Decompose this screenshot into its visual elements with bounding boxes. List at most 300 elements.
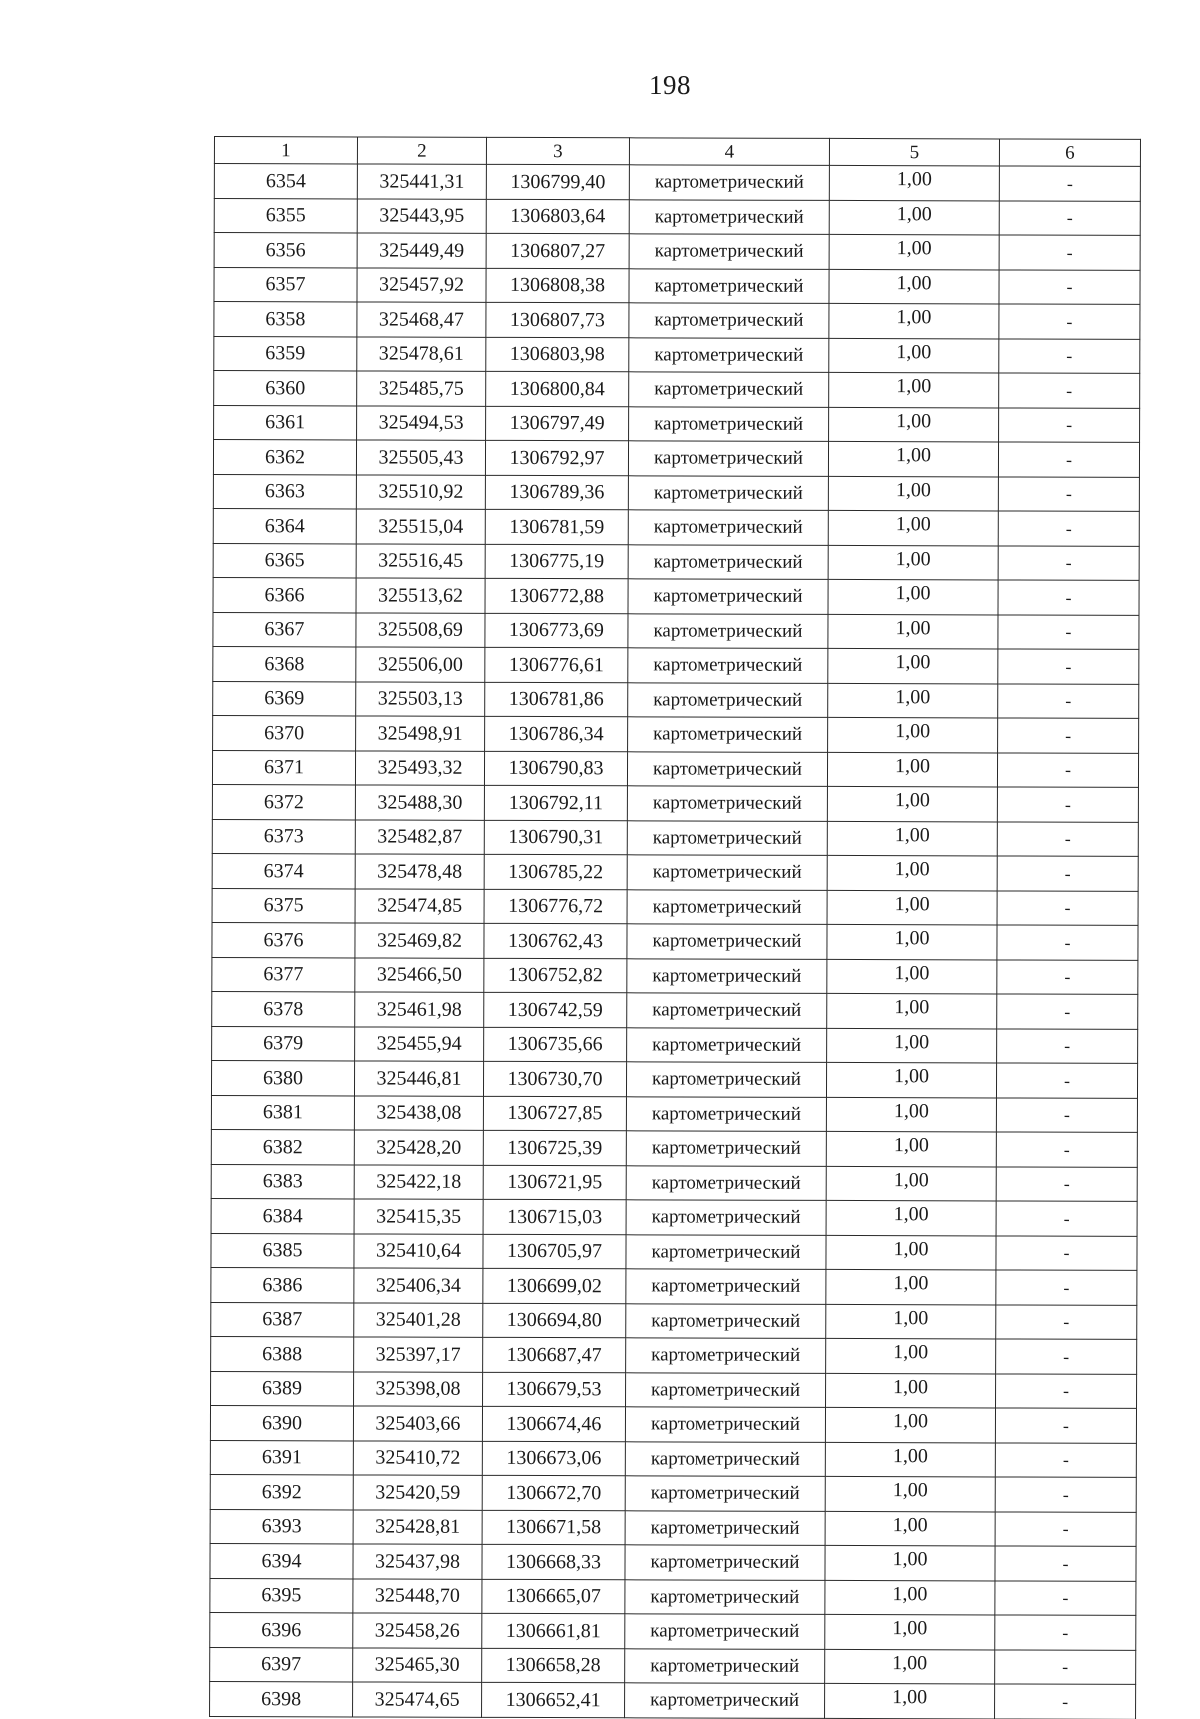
table-row [213,508,1139,545]
note-cell: - [996,1166,1137,1201]
y-coordinate-cell: 1306803,64 [486,199,629,234]
table-row [214,233,1140,270]
table-row [210,1543,1136,1580]
table-row [212,957,1138,994]
y-coordinate-cell: 1306661,81 [482,1613,625,1648]
note-cell: - [997,925,1138,960]
point-number-cell: 6372 [212,784,355,819]
point-number-cell: 6394 [210,1543,353,1578]
x-coordinate-cell: 325443,95 [357,198,486,233]
y-coordinate-cell: 1306792,97 [485,440,628,475]
accuracy-cell: 1,00 [825,1649,995,1684]
note-cell: - [995,1477,1136,1512]
point-number-cell: 6395 [210,1578,353,1613]
method-cell: картометрический [626,1165,826,1200]
x-coordinate-cell: 325457,92 [357,267,486,302]
table-row [211,1095,1137,1132]
table-row [213,440,1139,477]
accuracy-cell: 1,00 [828,614,998,649]
x-coordinate-cell: 325428,81 [353,1509,482,1544]
table-row [214,371,1140,408]
note-cell: - [996,1304,1137,1339]
point-number-cell: 6389 [211,1371,354,1406]
accuracy-cell: 1,00 [826,1097,996,1132]
x-coordinate-cell: 325406,34 [354,1268,483,1303]
accuracy-cell: 1,00 [827,821,997,856]
table-row [210,1440,1136,1477]
y-coordinate-cell: 1306652,41 [482,1682,625,1717]
accuracy-cell: 1,00 [827,855,997,890]
point-number-cell: 6363 [213,474,356,509]
x-coordinate-cell: 325420,59 [353,1475,482,1510]
point-number-cell: 6370 [213,715,356,750]
note-cell: - [999,338,1140,373]
x-coordinate-cell: 325516,45 [356,543,485,578]
x-coordinate-cell: 325478,61 [357,336,486,371]
method-cell: картометрический [629,234,829,269]
note-cell: - [996,1235,1137,1270]
accuracy-cell: 1,00 [829,303,999,338]
note-cell: - [996,1373,1137,1408]
point-number-cell: 6374 [212,853,355,888]
note-cell: - [995,1580,1136,1615]
x-coordinate-cell: 325398,08 [354,1371,483,1406]
header-col-1: 1 [214,137,357,164]
accuracy-cell: 1,00 [826,1269,996,1304]
y-coordinate-cell: 1306803,98 [486,337,629,372]
accuracy-cell: 1,00 [827,959,997,994]
accuracy-cell: 1,00 [825,1442,995,1477]
accuracy-cell: 1,00 [829,407,999,442]
accuracy-cell: 1,00 [825,1683,995,1718]
x-coordinate-cell: 325474,85 [355,888,484,923]
method-cell: картометрический [627,958,827,993]
y-coordinate-cell: 1306730,70 [483,1061,626,1096]
note-cell: - [996,1063,1137,1098]
note-cell: - [997,959,1138,994]
y-coordinate-cell: 1306797,49 [486,406,629,441]
note-cell: - [995,1649,1136,1684]
method-cell: картометрический [626,1234,826,1269]
method-cell: картометрический [625,1683,825,1718]
note-cell: - [995,1442,1136,1477]
x-coordinate-cell: 325498,91 [356,716,485,751]
x-coordinate-cell: 325488,30 [355,785,484,820]
point-number-cell: 6398 [210,1681,353,1716]
note-cell: - [998,718,1139,753]
method-cell: картометрический [626,1200,826,1235]
x-coordinate-cell: 325410,72 [353,1440,482,1475]
header-col-6: 6 [999,139,1140,166]
y-coordinate-cell: 1306658,28 [482,1648,625,1683]
table-row [212,922,1138,959]
point-number-cell: 6354 [214,164,357,199]
x-coordinate-cell: 325437,98 [353,1544,482,1579]
method-cell: картометрический [627,924,827,959]
method-cell: картометрический [625,1441,825,1476]
point-number-cell: 6381 [211,1095,354,1130]
accuracy-cell: 1,00 [825,1545,995,1580]
y-coordinate-cell: 1306807,27 [486,233,629,268]
method-cell: картометрический [628,613,828,648]
point-number-cell: 6390 [210,1405,353,1440]
x-coordinate-cell: 325468,47 [357,302,486,337]
table-row [214,336,1140,373]
y-coordinate-cell: 1306776,61 [485,647,628,682]
table-row [211,1164,1137,1201]
note-cell: - [998,442,1139,477]
method-cell: картометрический [629,337,829,372]
accuracy-cell: 1,00 [828,441,998,476]
note-cell: - [997,994,1138,1029]
note-cell: - [998,580,1139,615]
y-coordinate-cell: 1306781,86 [485,682,628,717]
table-body [210,164,1141,1719]
table-row [210,1474,1136,1511]
x-coordinate-cell: 325458,26 [353,1613,482,1648]
x-coordinate-cell: 325441,31 [357,164,486,199]
accuracy-cell: 1,00 [829,338,999,373]
x-coordinate-cell: 325485,75 [357,371,486,406]
y-coordinate-cell: 1306679,53 [483,1372,626,1407]
y-coordinate-cell: 1306781,59 [485,509,628,544]
note-cell: - [998,476,1139,511]
header-col-4: 4 [629,138,829,166]
y-coordinate-cell: 1306735,66 [484,1027,627,1062]
point-number-cell: 6375 [212,888,355,923]
y-coordinate-cell: 1306786,34 [485,716,628,751]
point-number-cell: 6369 [213,681,356,716]
method-cell: картометрический [628,475,828,510]
y-coordinate-cell: 1306694,80 [483,1303,626,1338]
table-row [214,164,1140,201]
table-row [214,267,1140,304]
note-cell: - [996,1132,1137,1167]
table-row [213,577,1139,614]
note-cell: - [997,1028,1138,1063]
point-number-cell: 6357 [214,267,357,302]
x-coordinate-cell: 325438,08 [354,1095,483,1130]
note-cell: - [998,545,1139,580]
method-cell: картометрический [627,786,827,821]
table-row [212,888,1138,925]
note-cell: - [995,1511,1136,1546]
accuracy-cell: 1,00 [826,1062,996,1097]
method-cell: картометрический [628,510,828,545]
method-cell: картометрический [628,441,828,476]
method-cell: картометрический [629,199,829,234]
x-coordinate-cell: 325401,28 [354,1302,483,1337]
table-row [210,1509,1136,1546]
method-cell: картометрический [625,1476,825,1511]
x-coordinate-cell: 325410,64 [354,1233,483,1268]
table-row [213,543,1139,580]
x-coordinate-cell: 325428,20 [354,1130,483,1165]
method-cell: картометрический [627,855,827,890]
method-cell: картометрический [625,1407,825,1442]
y-coordinate-cell: 1306790,83 [484,751,627,786]
y-coordinate-cell: 1306665,07 [482,1579,625,1614]
table-row [213,612,1139,649]
x-coordinate-cell: 325397,17 [354,1337,483,1372]
method-cell: картометрический [626,1062,826,1097]
method-cell: картометрический [628,648,828,683]
point-number-cell: 6360 [214,371,357,406]
table-row [213,681,1139,718]
header-row [214,137,1140,167]
method-cell: картометрический [627,820,827,855]
point-number-cell: 6387 [211,1302,354,1337]
method-cell: картометрический [625,1510,825,1545]
note-cell: - [996,1270,1137,1305]
note-cell: - [999,235,1140,270]
table-row [212,784,1138,821]
x-coordinate-cell: 325494,53 [357,405,486,440]
table-row [214,198,1140,235]
y-coordinate-cell: 1306699,02 [483,1268,626,1303]
coordinates-table [209,136,1141,1719]
x-coordinate-cell: 325403,66 [353,1406,482,1441]
point-number-cell: 6388 [211,1336,354,1371]
accuracy-cell: 1,00 [825,1511,995,1546]
method-cell: картометрический [628,682,828,717]
table-row [213,646,1139,683]
point-number-cell: 6376 [212,922,355,957]
accuracy-cell: 1,00 [828,648,998,683]
point-number-cell: 6365 [213,543,356,578]
y-coordinate-cell: 1306672,70 [482,1475,625,1510]
y-coordinate-cell: 1306808,38 [486,268,629,303]
table-row [210,1681,1136,1718]
accuracy-cell: 1,00 [827,924,997,959]
point-number-cell: 6378 [212,991,355,1026]
accuracy-cell: 1,00 [829,165,999,200]
accuracy-cell: 1,00 [828,510,998,545]
note-cell: - [998,614,1139,649]
method-cell: картометрический [626,1131,826,1166]
method-cell: картометрический [629,165,829,200]
point-number-cell: 6391 [210,1440,353,1475]
y-coordinate-cell: 1306705,97 [483,1234,626,1269]
accuracy-cell: 1,00 [826,1166,996,1201]
y-coordinate-cell: 1306762,43 [484,923,627,958]
accuracy-cell: 1,00 [828,683,998,718]
method-cell: картометрический [625,1614,825,1649]
method-cell: картометрический [626,1338,826,1373]
table-row [214,405,1140,442]
x-coordinate-cell: 325461,98 [355,992,484,1027]
y-coordinate-cell: 1306773,69 [485,613,628,648]
x-coordinate-cell: 325503,13 [356,681,485,716]
note-cell: - [998,649,1139,684]
method-cell: картометрический [625,1579,825,1614]
point-number-cell: 6392 [210,1474,353,1509]
table-row [212,853,1138,890]
accuracy-cell: 1,00 [828,717,998,752]
point-number-cell: 6380 [211,1060,354,1095]
table-row [210,1612,1136,1649]
page-number: 198 [649,70,691,100]
point-number-cell: 6358 [214,302,357,337]
method-cell: картометрический [626,1303,826,1338]
accuracy-cell: 1,00 [828,579,998,614]
method-cell: картометрический [629,372,829,407]
y-coordinate-cell: 1306789,36 [485,475,628,510]
table-row [210,1647,1136,1684]
accuracy-cell: 1,00 [825,1614,995,1649]
accuracy-cell: 1,00 [825,1407,995,1442]
y-coordinate-cell: 1306725,39 [483,1130,626,1165]
point-number-cell: 6397 [210,1647,353,1682]
accuracy-cell: 1,00 [826,1131,996,1166]
header-col-2: 2 [357,137,486,164]
note-cell: - [996,1339,1137,1374]
x-coordinate-cell: 325415,35 [354,1199,483,1234]
method-cell: картометрический [629,268,829,303]
note-cell: - [999,200,1140,235]
y-coordinate-cell: 1306776,72 [484,889,627,924]
y-coordinate-cell: 1306800,84 [486,371,629,406]
method-cell: картометрический [629,406,829,441]
table-row [211,1198,1137,1235]
table-row [211,1302,1137,1339]
y-coordinate-cell: 1306775,19 [485,544,628,579]
note-cell: - [999,407,1140,442]
point-number-cell: 6355 [214,198,357,233]
x-coordinate-cell: 325510,92 [356,474,485,509]
point-number-cell: 6379 [212,1026,355,1061]
accuracy-cell: 1,00 [827,752,997,787]
accuracy-cell: 1,00 [827,1028,997,1063]
y-coordinate-cell: 1306721,95 [483,1165,626,1200]
point-number-cell: 6359 [214,336,357,371]
point-number-cell: 6382 [211,1129,354,1164]
x-coordinate-cell: 325465,30 [353,1647,482,1682]
table-row [211,1371,1137,1408]
accuracy-cell: 1,00 [829,234,999,269]
y-coordinate-cell: 1306792,11 [484,785,627,820]
point-number-cell: 6386 [211,1267,354,1302]
point-number-cell: 6364 [213,508,356,543]
table-row [212,819,1138,856]
table-row [210,1405,1136,1442]
table-row [213,715,1139,752]
y-coordinate-cell: 1306673,06 [482,1441,625,1476]
x-coordinate-cell: 325478,48 [355,854,484,889]
method-cell: картометрический [627,1027,827,1062]
y-coordinate-cell: 1306742,59 [484,992,627,1027]
method-cell: картометрический [626,1096,826,1131]
accuracy-cell: 1,00 [827,890,997,925]
table-row [212,1026,1138,1063]
point-number-cell: 6362 [213,440,356,475]
accuracy-cell: 1,00 [828,476,998,511]
y-coordinate-cell: 1306790,31 [484,820,627,855]
table-row [212,991,1138,1028]
y-coordinate-cell: 1306752,82 [484,958,627,993]
y-coordinate-cell: 1306785,22 [484,854,627,889]
accuracy-cell: 1,00 [829,200,999,235]
note-cell: - [996,1201,1137,1236]
table-row [211,1233,1137,1270]
y-coordinate-cell: 1306772,88 [485,578,628,613]
point-number-cell: 6366 [213,577,356,612]
method-cell: картометрический [626,1269,826,1304]
y-coordinate-cell: 1306715,03 [483,1199,626,1234]
header-col-3: 3 [486,137,629,164]
x-coordinate-cell: 325422,18 [354,1164,483,1199]
accuracy-cell: 1,00 [826,1200,996,1235]
x-coordinate-cell: 325455,94 [355,1026,484,1061]
accuracy-cell: 1,00 [827,786,997,821]
point-number-cell: 6384 [211,1198,354,1233]
table-row [211,1267,1137,1304]
y-coordinate-cell: 1306687,47 [483,1337,626,1372]
note-cell: - [999,269,1140,304]
method-cell: картометрический [628,544,828,579]
point-number-cell: 6393 [210,1509,353,1544]
method-cell: картометрический [627,993,827,1028]
table-row [211,1060,1137,1097]
point-number-cell: 6377 [212,957,355,992]
point-number-cell: 6371 [212,750,355,785]
accuracy-cell: 1,00 [826,1235,996,1270]
x-coordinate-cell: 325474,65 [353,1682,482,1717]
x-coordinate-cell: 325506,00 [356,647,485,682]
table-row [212,750,1138,787]
accuracy-cell: 1,00 [829,372,999,407]
note-cell: - [997,752,1138,787]
note-cell: - [995,1408,1136,1443]
accuracy-cell: 1,00 [826,1304,996,1339]
note-cell: - [995,1615,1136,1650]
accuracy-cell: 1,00 [828,545,998,580]
note-cell: - [997,821,1138,856]
note-cell: - [999,166,1140,201]
x-coordinate-cell: 325482,87 [355,819,484,854]
accuracy-cell: 1,00 [827,993,997,1028]
point-number-cell: 6368 [213,646,356,681]
note-cell: - [998,511,1139,546]
note-cell: - [997,856,1138,891]
method-cell: картометрический [628,579,828,614]
point-number-cell: 6367 [213,612,356,647]
note-cell: - [995,1546,1136,1581]
point-number-cell: 6383 [211,1164,354,1199]
x-coordinate-cell: 325469,82 [355,923,484,958]
method-cell: картометрический [629,303,829,338]
method-cell: картометрический [627,889,827,924]
x-coordinate-cell: 325449,49 [357,233,486,268]
table-row [210,1578,1136,1615]
note-cell: - [999,373,1140,408]
table-row [214,302,1140,339]
y-coordinate-cell: 1306671,58 [482,1510,625,1545]
accuracy-cell: 1,00 [826,1338,996,1373]
point-number-cell: 6396 [210,1612,353,1647]
y-coordinate-cell: 1306674,46 [482,1406,625,1441]
x-coordinate-cell: 325505,43 [356,440,485,475]
method-cell: картометрический [625,1545,825,1580]
note-cell: - [995,1684,1136,1719]
method-cell: картометрический [626,1372,826,1407]
point-number-cell: 6361 [214,405,357,440]
x-coordinate-cell: 325446,81 [354,1061,483,1096]
x-coordinate-cell: 325513,62 [356,578,485,613]
method-cell: картометрический [627,751,827,786]
x-coordinate-cell: 325466,50 [355,957,484,992]
x-coordinate-cell: 325448,70 [353,1578,482,1613]
